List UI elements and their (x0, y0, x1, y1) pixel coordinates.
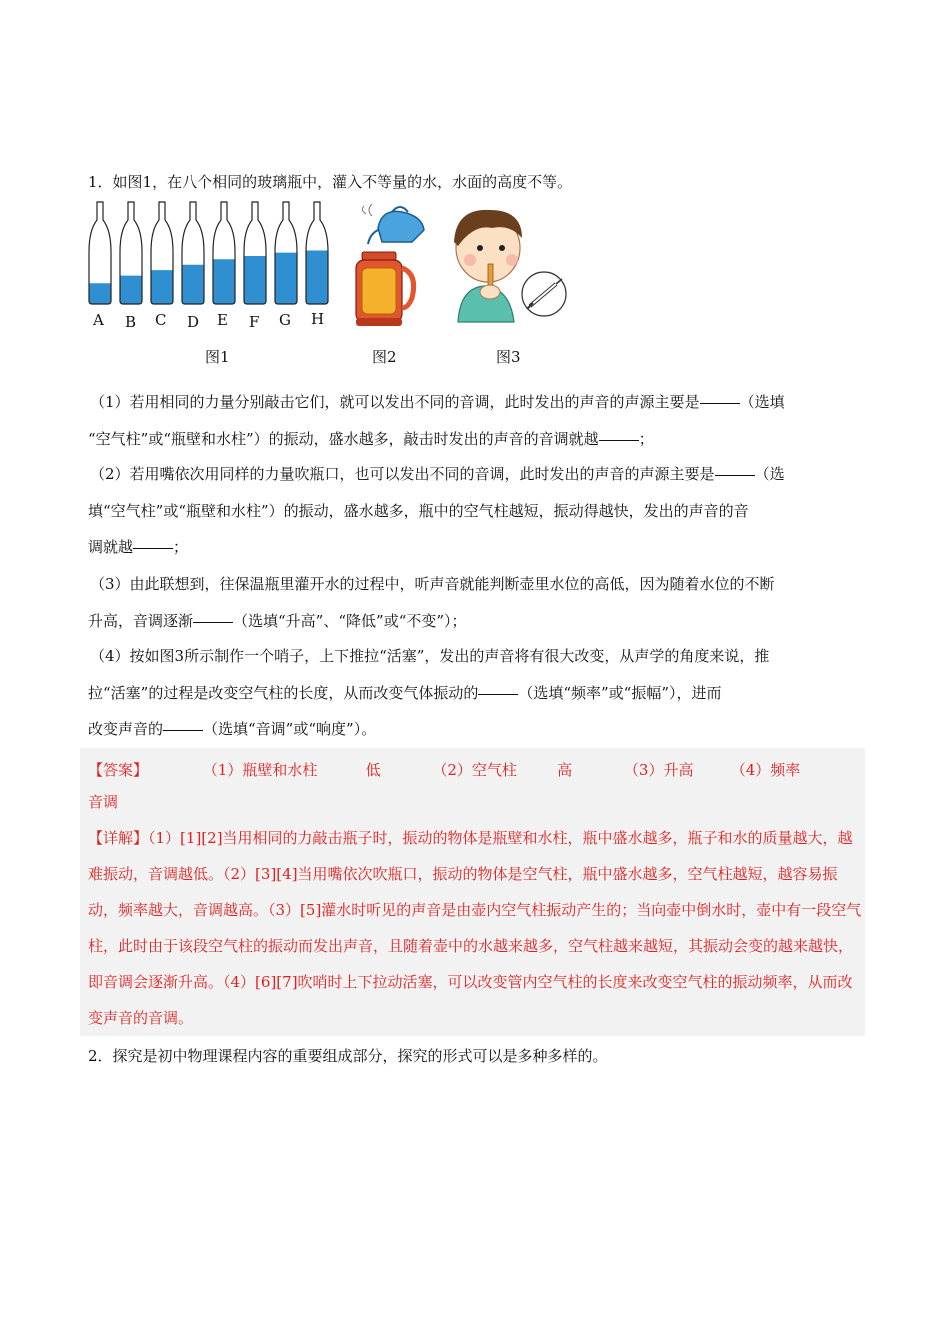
question-1-part-1: （1）若用相同的力量分别敲击它们，就可以发出不同的音调，此时发出的声音的声源主要是 （选填 “空气柱”或“瓶壁和水柱”）的振动，盛水越多，敲击时发出的声音的音调就越 ； (88, 393, 785, 448)
bottle-water (244, 256, 266, 304)
figure-label-1: 图1 (205, 348, 230, 366)
kettle-icon (362, 204, 424, 244)
answer-item: （2）空气柱 (432, 761, 517, 779)
answer-blank[interactable] (133, 547, 173, 549)
bottle-water (182, 265, 204, 304)
answer-blank[interactable] (478, 693, 518, 695)
syringe-whistle-icon (522, 272, 566, 316)
answer-section (80, 748, 865, 1036)
bottle-letter-row (85, 312, 345, 332)
bottle-water (275, 253, 297, 304)
figure-2-kettle-thermos (342, 204, 432, 329)
bottle-letter: H (311, 310, 325, 328)
answer-item: （1）瓶壁和水柱 (202, 761, 318, 779)
answer-blank[interactable] (700, 402, 740, 404)
thermos-icon (356, 252, 414, 326)
question-1-part-2: （2）若用嘴依次用同样的力量吹瓶口，也可以发出不同的音调，此时发出的声音的声源主要是 （选 填“空气柱”或“瓶壁和水柱”）的振动，盛水越多，瓶中的空气柱越短，振动得越快，发出的声音的音 调就越 ； (88, 465, 785, 556)
answer-blank[interactable] (163, 729, 203, 731)
bottle-letter: B (125, 313, 137, 331)
answer-item: 高 (557, 761, 573, 779)
bottle-water (89, 283, 111, 304)
bottle-water (120, 276, 142, 304)
answer-blank[interactable] (193, 621, 233, 623)
bottle-letter: A (93, 311, 104, 329)
figure-3-boy-whistle (440, 202, 570, 327)
answer-wrap: 音调 (88, 793, 119, 811)
bottle-letter: F (249, 313, 260, 331)
bottle-water (213, 259, 235, 304)
bottle-letter: C (155, 311, 167, 329)
detail-text: （1）[1][2]当用相同的力敲击瓶子时，振动的物体是瓶壁和水柱，瓶中盛水越多，瓶子和水的质量越大，越难振动，音调越低。（2）[3][4]当用嘴依次吹瓶口，振动的物体是空气柱，瓶中盛水越多，空气柱越短，越容易振动，频率越大，音调越高。（3）[5]灌水时听见的声音是由壶内空气柱振动产生的；当向壶中倒水时，壶中有一段空气柱，此时由于该段空气柱的振动而发出声音，且随着壶中的水越来越多，空气柱越来越短，其振动会变的越来越快，即音调会逐渐升高。（4）[6][7]吹哨时上下拉动活塞，可以改变管内空气柱的长度来改变空气柱的振动频率，从而改变声音的音调。 (88, 829, 862, 1027)
answer-item: 低 (365, 761, 381, 779)
question-1-title: 1．如图1，在八个相同的玻璃瓶中，灌入不等量的水，水面的高度不等。 (88, 173, 573, 191)
question-1-part-4: （4）按如图3所示制作一个哨子，上下推拉“活塞”，发出的声音将有很大改变，从声学的角度来说，推 拉“活塞”的过程是改变空气柱的长度，从而改变气体振动的 （选填“频率”或“振幅”），进而 改变声音的 （选填“音调”或“响度”）。 (88, 647, 770, 738)
detail-explanation (88, 820, 863, 1036)
bottle-letter: E (217, 311, 228, 329)
bottle-letter: D (187, 313, 200, 331)
question-2-title: 2．探究是初中物理课程内容的重要组成部分，探究的形式可以是多种多样的。 (88, 1047, 608, 1065)
answer-line (88, 754, 800, 786)
figure-label-3: 图3 (496, 348, 521, 366)
figure-label-2: 图2 (372, 348, 397, 366)
detail-label: 【详解】 (88, 829, 149, 847)
bottle-water (306, 250, 328, 304)
bottle-letter: G (279, 311, 291, 329)
answer-blank[interactable] (715, 474, 755, 476)
answer-label: 【答案】 (88, 761, 149, 779)
answer-item: （4）频率 (730, 761, 801, 779)
answer-item: （3）升高 (623, 761, 694, 779)
question-1-part-3: （3）由此联想到，往保温瓶里灌开水的过程中，听声音就能判断壶里水位的高低，因为随着水位的不断 升高，音调逐渐 （选填“升高”、“降低”或“不变”）； (88, 575, 775, 630)
boy-icon (454, 210, 522, 322)
answer-blank[interactable] (599, 439, 639, 441)
bottle-water (151, 270, 173, 304)
question-1-figures (80, 200, 600, 375)
